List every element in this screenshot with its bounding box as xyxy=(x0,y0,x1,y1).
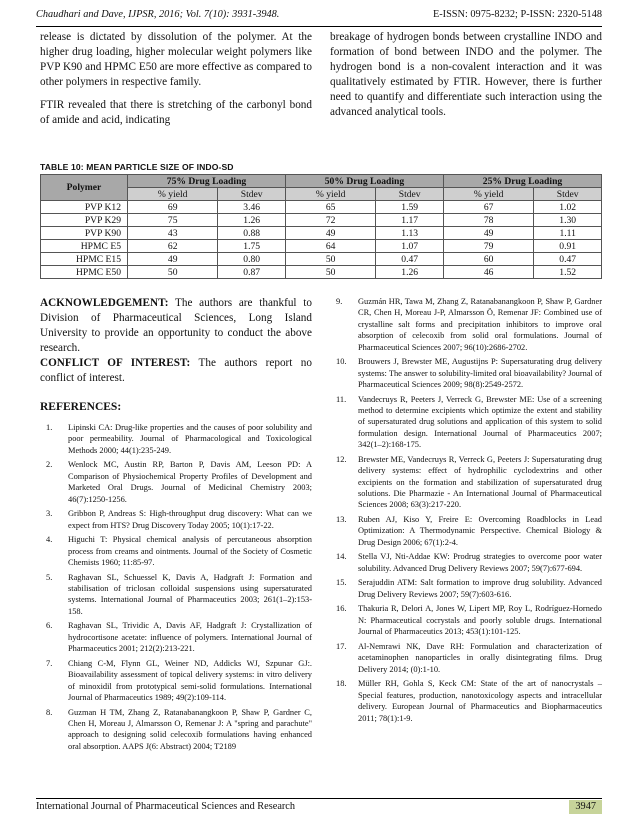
reference-list-left xyxy=(40,422,312,755)
conflict-heading: CONFLICT OF INTEREST: xyxy=(40,357,191,369)
reference-text: Müller RH, Gohla S, Keck CM: State of the art of nanocrystals – Special features, production, nanotoxicology aspects and intracellular delivery. European Journal of Pharmaceutics and Biopharmaceutics 2011; 78(1):1-9. xyxy=(358,679,602,723)
subheader: % yield xyxy=(443,188,533,201)
reference-text: Vandecruys R, Peeters J, Verreck G, Brewster ME: Use of a screening method to determine excipients which optimize the extent and stability of supersaturated drug solutions and application of this system to solid formulation design. International Journal of Pharmaceutics 2007; 342(1–2):168-175. xyxy=(358,394,602,450)
reference-text: Raghavan SL, Schuessel K, Davis A, Hadgraft J: Formation and stabilisation of triclosan colloidal suspensions using supersaturated systems. International Journal of Pharmaceutics 2003; 261(1–2):153-158. xyxy=(68,572,312,616)
table-cell: 79 xyxy=(443,240,533,253)
references-heading: REFERENCES: xyxy=(40,401,122,413)
header-citation: Chaudhari and Dave, IJPSR, 2016; Vol. 7(10): 3931-3948. xyxy=(36,9,280,20)
subheader: % yield xyxy=(128,188,218,201)
paragraph: FTIR revealed that there is stretching of the carbonyl bond of amide and acid, indicating xyxy=(40,99,312,126)
journal-name: International Journal of Pharmaceutical Sciences and Research xyxy=(36,801,296,812)
reference-number: 2. xyxy=(46,460,53,470)
table-cell: 0.80 xyxy=(218,253,286,266)
table-row xyxy=(41,240,602,253)
subheader: % yield xyxy=(285,188,375,201)
reference-text: Al-Nemrawi NK, Dave RH: Formulation and characterization of acetaminophen nanoparticles in orally disintegrating films. Drug Delivery 2014; (0):1-10. xyxy=(358,641,602,674)
reference-item xyxy=(40,620,312,654)
table-body xyxy=(41,201,602,279)
table-cell: 46 xyxy=(443,266,533,279)
reference-text: Guzmán HR, Tawa M, Zhang Z, Ratanabanangkoon P, Shaw P, Gardner CR, Chen H, Moreau J-P, Almarsson Ö, Remenar JF: Combined use of crystalline salt forms and precipitation inhibitors to improve oral absorption of celecoxib from solid oral formulations. Journal of Pharmaceutical Sciences 2007; 96(10):2686-2702. xyxy=(358,297,602,352)
reference-text: Stella VJ, Nti-Addae KW: Prodrug strategies to overcome poor water solubility. Advanced Drug Delivery Reviews 2007; 59(7):677-694. xyxy=(358,552,602,573)
reference-text: Thakuria R, Delori A, Jones W, Lipert MP, Roy L, Rodríguez-Hornedo N: Pharmaceutical cocrystals and poorly soluble drugs. International Journal of Pharmaceutics 2013; 453(1):101-125. xyxy=(358,604,602,637)
table-cell: 64 xyxy=(285,240,375,253)
subheader: Stdev xyxy=(534,188,602,201)
reference-number: 9. xyxy=(336,297,343,306)
page-number: 3947 xyxy=(569,800,602,814)
reference-text: Higuchi T: Physical chemical analysis of percutaneous absorption process from creams and ointments. Journal of the Society of Cosmetic Chemists 1960; 11:85-97. xyxy=(68,535,312,568)
table-caption: TABLE 10: MEAN PARTICLE SIZE OF INDO-SD xyxy=(40,162,234,172)
table-cell: 1.26 xyxy=(376,266,444,279)
table-cell: 1.11 xyxy=(534,227,602,240)
table-row xyxy=(41,227,602,240)
reference-number: 3. xyxy=(46,509,53,519)
table-cell: 1.52 xyxy=(534,266,602,279)
reference-number: 1. xyxy=(46,423,53,432)
paragraph: release is dictated by dissolution of the polymer. At the higher drug loading, higher molecular weight polymers like PVP K90 and HPMC E50 are more effective as compared to other polymers in respective family. xyxy=(40,31,312,88)
table-cell: 50 xyxy=(285,253,375,266)
reference-number: 18. xyxy=(336,679,347,689)
table-cell: 1.75 xyxy=(218,240,286,253)
reference-number: 15. xyxy=(336,578,347,588)
reference-item xyxy=(330,296,602,353)
reference-number: 5. xyxy=(46,572,53,582)
reference-item xyxy=(330,603,602,637)
reference-item xyxy=(40,658,312,704)
reference-item xyxy=(40,459,312,505)
table-cell: 60 xyxy=(443,253,533,266)
table-cell: 49 xyxy=(285,227,375,240)
table-cell: 1.30 xyxy=(534,214,602,227)
reference-item xyxy=(330,641,602,675)
table-cell: 72 xyxy=(285,214,375,227)
reference-text: Chiang C-M, Flynn GL, Weiner ND, Addicks WJ, Szpunar GJ:. Bioavailability assessment of topical delivery systems: in vitro delivery of minoxidil from prototypical semi-solid formulations. International Journal of Pharmaceutics 1989; 49(2):109-114. xyxy=(68,658,312,703)
reference-text: Raghavan SL, Trividic A, Davis AF, Hadgraft J: Crystallization of hydrocortisone acetate: influence of polymers. International Journal of Pharmaceutics 2001; 212(2):213-221. xyxy=(68,621,312,654)
reference-number: 16. xyxy=(336,604,347,614)
acknowledgement xyxy=(40,296,312,356)
subheader: Stdev xyxy=(218,188,286,201)
table-row xyxy=(41,253,602,266)
reference-item xyxy=(330,678,602,724)
reference-text: Guzman H TM, Zhang Z, Ratanabanangkoon P, Shaw P, Gardner C, Chen H, Moreau J, Almarsson O, Remenar J: A "spring and parachute" approach to designing solid celecoxib formulations having enhanced oral absorption. AAPS J(6: Abstract) 2004; T2189 xyxy=(68,707,312,751)
reference-text: Brewster ME, Vandecruys R, Verreck G, Peeters J: Supersaturating drug delivery systems: effect of hydrophilic cyclodextrins and other excipients on the formation and stabilization of supersaturated drug solutions. Die Pharmazie - An International Journal of Pharmaceutical Sciences 2008; 63(3):217-220. xyxy=(358,454,602,510)
table-cell: 0.47 xyxy=(534,253,602,266)
reference-item xyxy=(330,577,602,600)
reference-number: 8. xyxy=(46,707,53,717)
table-cell: 3.46 xyxy=(218,201,286,214)
body-column-right-top xyxy=(330,30,602,128)
table-cell: 50 xyxy=(128,266,218,279)
table-cell: 1.26 xyxy=(218,214,286,227)
reference-list-right xyxy=(330,296,602,727)
polymer-name: HPMC E50 xyxy=(41,266,128,279)
table-cell: 50 xyxy=(285,266,375,279)
reference-item xyxy=(40,534,312,568)
table-row xyxy=(41,201,602,214)
conflict-of-interest xyxy=(40,356,312,386)
table-cell: 65 xyxy=(285,201,375,214)
running-header xyxy=(36,8,602,27)
reference-text: Serajuddin ATM: Salt formation to improve drug solubility. Advanced Drug Delivery Reviews 2007; 59(7):603-616. xyxy=(358,578,602,599)
reference-item xyxy=(40,508,312,531)
reference-number: 10. xyxy=(336,357,347,367)
reference-number: 17. xyxy=(336,641,347,651)
reference-text: Brouwers J, Brewster ME, Augustijns P: Supersaturating drug delivery systems: The answer to solubility-limited oral bioavailability? Journal of Pharmaceutical Sciences 2009; 98(8):2549-2572. xyxy=(358,357,602,390)
polymer-name: PVP K12 xyxy=(41,201,128,214)
table-cell: 1.02 xyxy=(534,201,602,214)
subheader: Stdev xyxy=(376,188,444,201)
running-footer xyxy=(36,798,602,815)
acknowledgement-text: The authors are thankful to Division of Pharmaceutical Sciences, Long Island University to provide an opportunity to conduct the above research. xyxy=(40,297,312,354)
table-cell: 69 xyxy=(128,201,218,214)
reference-item xyxy=(330,394,602,451)
table-cell: 0.88 xyxy=(218,227,286,240)
reference-text: Ruben AJ, Kiso Y, Freire E: Overcoming Roadblocks in Lead Optimization: A Thermodynamic Perspective. Chemical Biology & Drug Design 2006; 67(1):2-4. xyxy=(358,515,602,547)
reference-item xyxy=(330,514,602,548)
paragraph: breakage of hydrogen bonds between crystalline INDO and formation of bond between INDO and the polymer. The hydrogen bond is a non-covalent interaction and it was qualitatively estimated by FTIR. However, there is further need to quantify and differentiate such interaction using the advanced analytical tools. xyxy=(330,31,602,118)
table-cell: 49 xyxy=(128,253,218,266)
table-cell: 1.07 xyxy=(376,240,444,253)
reference-item xyxy=(330,551,602,574)
body-column-left-top xyxy=(40,30,312,136)
reference-number: 12. xyxy=(336,454,347,464)
table-row xyxy=(41,214,602,227)
polymer-name: PVP K90 xyxy=(41,227,128,240)
reference-item xyxy=(330,454,602,511)
reference-text: Gribbon P, Andreas S: High-throughput drug discovery: What can we expect from HTS? Drug Discovery Today 2005; 10(1):17-22. xyxy=(68,509,312,530)
acknowledgement-heading: ACKNOWLEDGEMENT: xyxy=(40,297,169,309)
reference-item xyxy=(330,356,602,390)
conflict-text: The authors report no conflict of interest. xyxy=(40,357,312,384)
particle-size-table xyxy=(40,174,602,279)
table-cell: 0.91 xyxy=(534,240,602,253)
polymer-name: HPMC E15 xyxy=(41,253,128,266)
polymer-name: PVP K29 xyxy=(41,214,128,227)
table-cell: 1.59 xyxy=(376,201,444,214)
header-issn: E-ISSN: 0975-8232; P-ISSN: 2320-5148 xyxy=(432,9,602,20)
polymer-name: HPMC E5 xyxy=(41,240,128,253)
reference-number: 11. xyxy=(336,394,347,404)
reference-number: 7. xyxy=(46,658,53,668)
table-cell: 0.87 xyxy=(218,266,286,279)
group-header: 75% Drug Loading xyxy=(128,175,286,188)
table-cell: 43 xyxy=(128,227,218,240)
table-cell: 1.17 xyxy=(376,214,444,227)
table-cell: 75 xyxy=(128,214,218,227)
reference-number: 14. xyxy=(336,552,347,562)
reference-item xyxy=(40,572,312,618)
table-cell: 67 xyxy=(443,201,533,214)
table-cell: 49 xyxy=(443,227,533,240)
reference-number: 13. xyxy=(336,515,347,525)
table-cell: 62 xyxy=(128,240,218,253)
reference-text: Wenlock MC, Austin RP, Barton P, Davis AM, Leeson PD: A Comparison of Physiochemical Property Profiles of Development and Marketed Oral Drugs. Journal of Medicinal Chemistry 2003; 46(7):1250-1256. xyxy=(68,460,312,504)
column-header-polymer: Polymer xyxy=(41,175,128,201)
reference-number: 4. xyxy=(46,535,53,545)
table-cell: 0.47 xyxy=(376,253,444,266)
reference-item xyxy=(40,422,312,456)
reference-text: Lipinski CA: Drug-like properties and the causes of poor solubility and poor permeability. Journal of Pharmacological and Toxicological Methods 2000; 44(1):235-249. xyxy=(68,423,312,455)
table-row xyxy=(41,266,602,279)
reference-item xyxy=(40,707,312,753)
table-cell: 1.13 xyxy=(376,227,444,240)
group-header: 25% Drug Loading xyxy=(443,175,601,188)
group-header: 50% Drug Loading xyxy=(285,175,443,188)
reference-number: 6. xyxy=(46,621,53,631)
table-cell: 78 xyxy=(443,214,533,227)
